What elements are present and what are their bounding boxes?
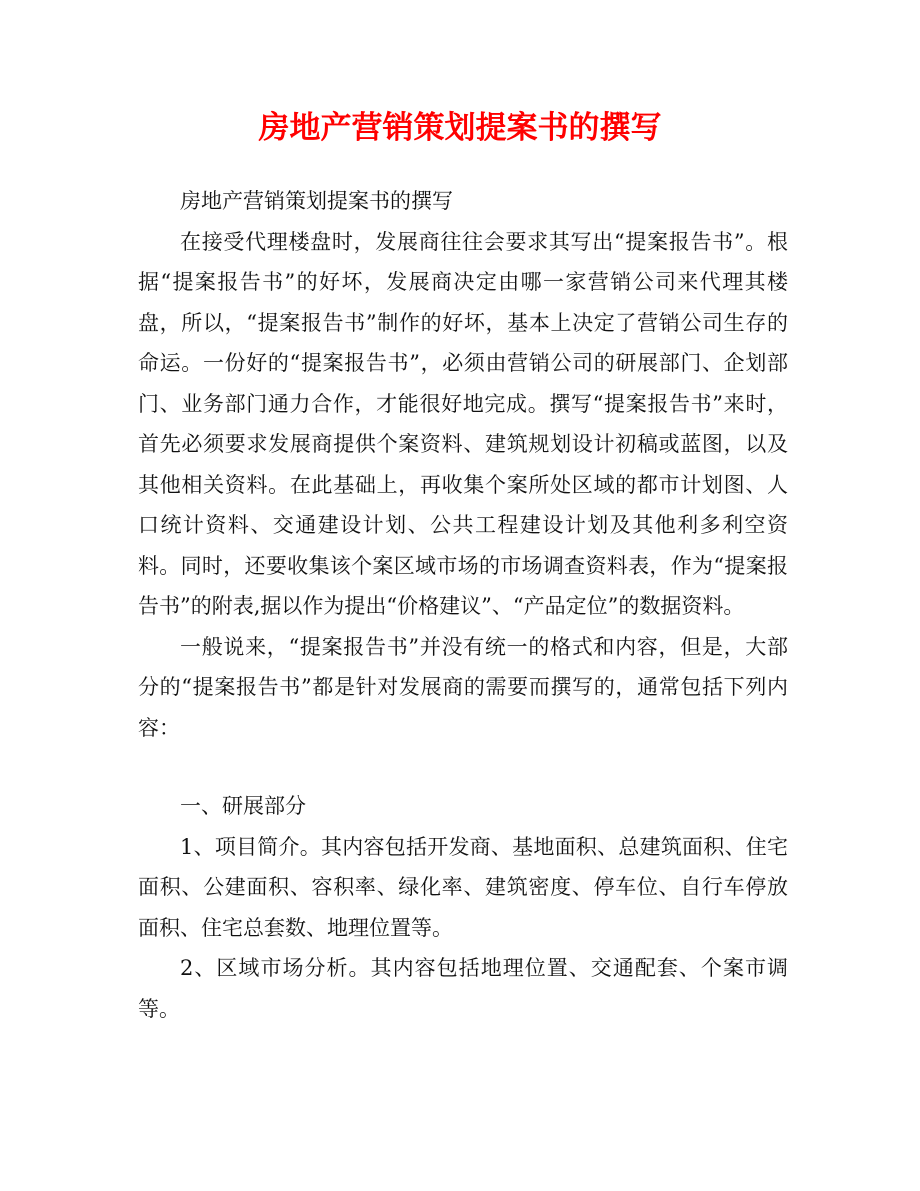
list-item-project-intro: 1、项目简介。其内容包括开发商、基地面积、总建筑面积、住宅面积、公建面积、容积率、绿化率、建筑密度、停车位、自行车停放面积、住宅总套数、地理位置等。 <box>138 834 788 940</box>
list-item-market-analysis: 2、区域市场分析。其内容包括地理位置、交通配套、个案市调等。 <box>138 956 788 1021</box>
section-spacer <box>138 748 788 786</box>
section-heading: 一、研展部分 <box>180 794 306 818</box>
intro-paragraph: 在接受代理楼盘时，发展商往往会要求其写出“提案报告书”。根据“提案报告书”的好坏，发展商决定由哪一家营销公司来代理其楼盘，所以，“提案报告书”制作的好坏，基本上决定了营销公司生存的命运。一份好的“提案报告书”，必须由营销公司的研展部门、企划部门、业务部门通力合作，才能很好地完成。撰写“提案报告书”来时，首先必须要求发展商提供个案资料、建筑规划设计初稿或蓝图，以及其他相关资料。在此基础上，再收集个案所处区域的都市计划图、人口统计资料、交通建设计划、公共工程建设计划及其他利多利空资料。同时，还要收集该个案区域市场的市场调查资料表，作为“提案报告书”的附表,据以作为提出“价格建议”、“产品定位”的数据资料。 <box>138 229 788 618</box>
document-title: 房地产营销策划提案书的撰写 <box>258 110 662 146</box>
document-body <box>138 181 788 1029</box>
content-overview-paragraph: 一般说来，“提案报告书”并没有统一的格式和内容，但是，大部分的“提案报告书”都是针对发展商的需要而撰写的，通常包括下列内容： <box>138 634 788 740</box>
subtitle-paragraph: 房地产营销策划提案书的撰写 <box>180 189 453 213</box>
